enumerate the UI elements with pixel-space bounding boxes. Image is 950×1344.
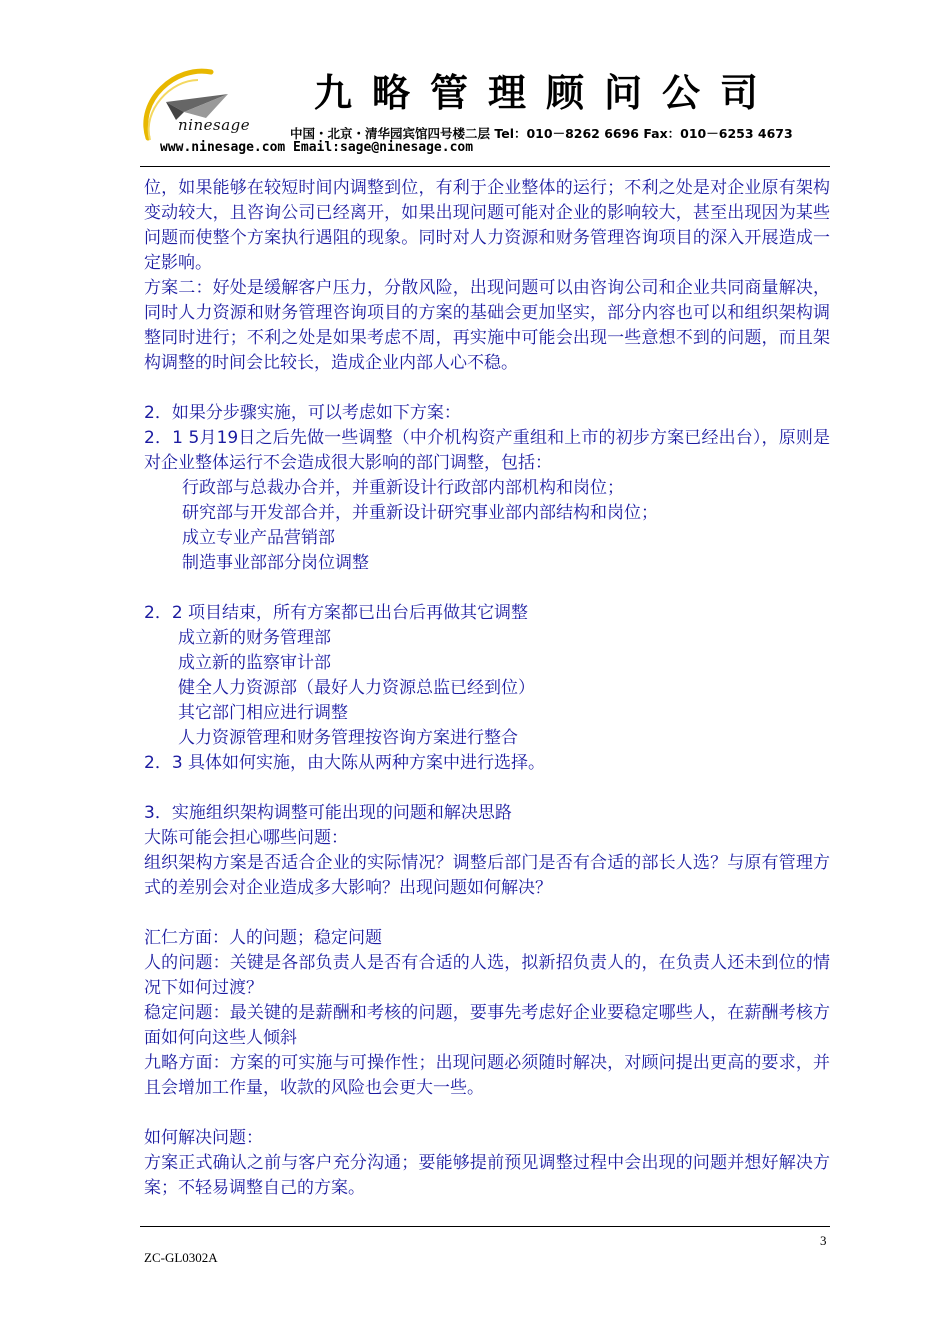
company-web-email: www.ninesage.com Email:sage@ninesage.com — [160, 140, 474, 155]
section-heading: 2．如果分步骤实施，可以考虑如下方案： — [144, 403, 461, 423]
list-item: 行政部与总裁办合并，并重新设计行政部内部机构和岗位； — [182, 478, 624, 498]
list-item: 成立新的财务管理部 — [178, 628, 331, 648]
company-name: 九略管理顾问公司 — [314, 70, 779, 115]
list-item: 成立新的监察审计部 — [178, 653, 331, 673]
list-item: 制造事业部部分岗位调整 — [182, 553, 369, 573]
paragraph: 汇仁方面：人的问题；稳定问题 — [144, 928, 382, 948]
spacer — [144, 776, 830, 801]
subsection-heading: 2．3 具体如何实施，由大陈从两种方案中进行选择。 — [144, 753, 546, 773]
spacer — [144, 901, 830, 926]
section-heading: 3．实施组织架构调整可能出现的问题和解决思路 — [144, 803, 512, 823]
list-item: 其它部门相应进行调整 — [178, 703, 348, 723]
paragraph: 2．1 5月19日之后先做一些调整（中介机构资产重组和上市的初步方案已经出台），原则是对企业整体运行不会造成很大影响的部门调整，包括： — [144, 428, 830, 473]
paragraph: 稳定问题：最关键的是薪酬和考核的问题，要事先考虑好企业要稳定哪些人，在薪酬考核方面如何向这些人倾斜 — [144, 1003, 830, 1048]
list-item: 成立专业产品营销部 — [182, 528, 335, 548]
spacer — [144, 576, 830, 601]
paragraph: 如何解决问题： — [144, 1128, 263, 1148]
spacer — [144, 1101, 830, 1126]
paragraph: 人的问题：关键是各部负责人是否有合适的人选，拟新招负责人的，在负责人还未到位的情况下如何过渡？ — [144, 953, 830, 998]
document-code: ZC-GL0302A — [144, 1250, 218, 1265]
page-number: 3 — [820, 1233, 827, 1248]
paragraph: 大陈可能会担心哪些问题： — [144, 828, 348, 848]
paragraph: 组织架构方案是否适合企业的实际情况？调整后部门是否有合适的部长人选？与原有管理方式的差别会对企业造成多大影响？出现问题如何解决？ — [144, 853, 830, 898]
paragraph: 方案二：好处是缓解客户压力，分散风险，出现问题可以由咨询公司和企业共同商量解决，同时人力资源和财务管理咨询项目的方案的基础会更加坚实，部分内容也可以和组织架构调整同时进行；不利之处是如果考虑不周，再实施中可能会出现一些意想不到的问题，而且架构调整的时间会比较长，造成企业内部人心不稳。 — [144, 278, 830, 373]
spacer — [144, 376, 830, 401]
paragraph: 位，如果能够在较短时间内调整到位，有利于企业整体的运行；不利之处是对企业原有架构变动较大，且咨询公司已经离开，如果出现问题可能对企业的影响较大，甚至出现因为某些问题而使整个方案执行遇阻的现象。同时对人力资源和财务管理咨询项目的深入开展造成一定影响。 — [144, 178, 830, 273]
subsection-heading: 2．2 项目结束，所有方案都已出台后再做其它调整 — [144, 603, 529, 623]
footer-divider — [140, 1226, 830, 1227]
company-address: 中国・北京・清华园宾馆四号楼二层 Tel：010－8262 6696 Fax：010－6253 4673 — [290, 126, 793, 141]
paragraph: 九略方面：方案的可实施与可操作性；出现问题必须随时解决，对顾问提出更高的要求，并且会增加工作量，收款的风险也会更大一些。 — [144, 1053, 830, 1098]
list-item: 人力资源管理和财务管理按咨询方案进行整合 — [178, 728, 518, 748]
company-logo — [136, 60, 266, 150]
list-item: 研究部与开发部合并，并重新设计研究事业部内部结构和岗位； — [182, 503, 658, 523]
document-body — [144, 176, 830, 1201]
paragraph: 方案正式确认之前与客户充分沟通；要能够提前预见调整过程中会出现的问题并想好解决方案；不轻易调整自己的方案。 — [144, 1153, 830, 1198]
header-divider — [140, 166, 830, 167]
logo-swoosh-icon — [136, 60, 266, 150]
list-item: 健全人力资源部（最好人力资源总监已经到位） — [178, 678, 535, 698]
logo-wordmark: ninesage — [178, 116, 251, 134]
